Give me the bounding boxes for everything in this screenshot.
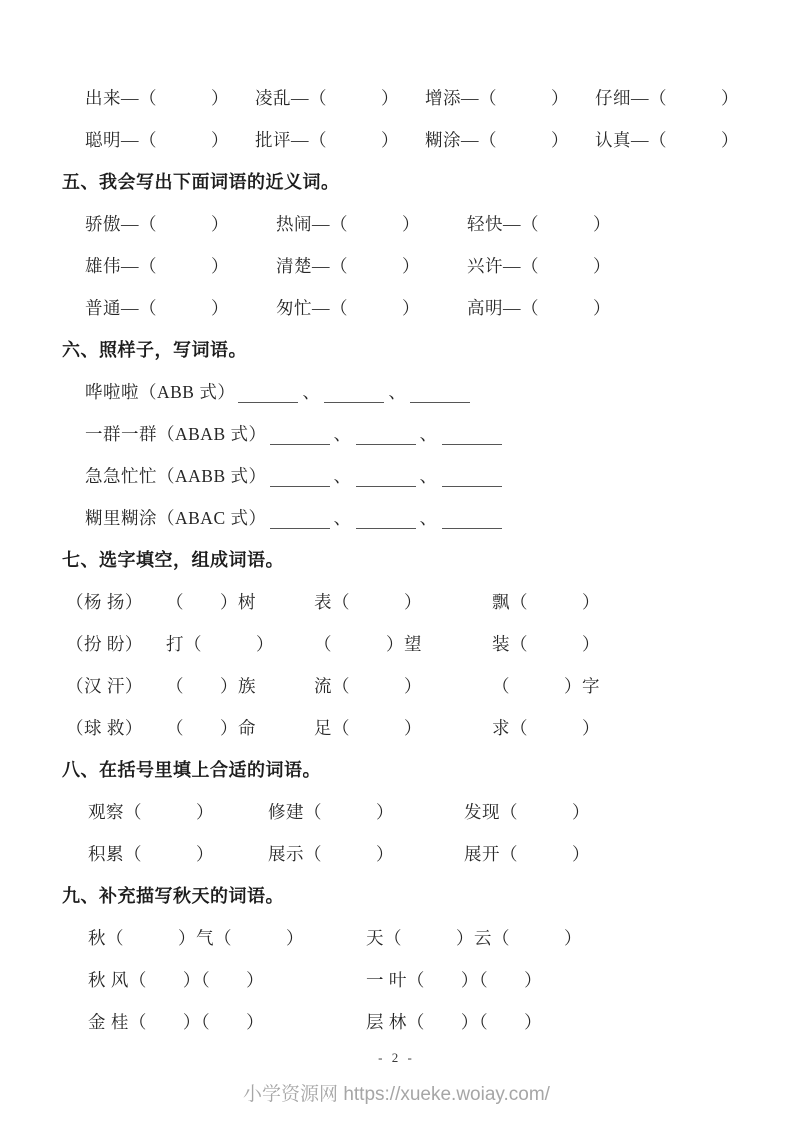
fill-blank-item: 认真—（ ） <box>595 129 739 150</box>
enum-comma: 、 <box>419 423 438 444</box>
answer-blank <box>356 428 416 445</box>
fill-blank-item: 秋（ ）气（ ） <box>88 927 304 948</box>
section-title-autumn-words: 九、补充描写秋天的词语。 <box>62 886 284 906</box>
fill-blank-item: 天（ ）云（ ） <box>366 927 582 948</box>
fill-blank-item: 流（ ） <box>314 675 422 696</box>
fill-blank-item: 层 林（ ）（ ） <box>366 1011 543 1032</box>
fill-blank-item: （ ）族 <box>166 675 256 696</box>
fill-blank-item: 兴许—（ ） <box>467 255 611 276</box>
enum-comma: 、 <box>333 423 352 444</box>
pattern-label: 哗啦啦（ABB 式） <box>85 381 236 402</box>
autumn-word-row <box>0 1000 793 1042</box>
fill-blank-item: 表（ ） <box>314 591 422 612</box>
fill-blank-item: 积累（ ） <box>88 843 214 864</box>
enum-comma: 、 <box>333 507 352 528</box>
fill-blank-item: 聪明—（ ） <box>85 129 229 150</box>
answer-blank <box>442 428 502 445</box>
answer-blank <box>270 512 330 529</box>
fill-blank-item: 批评—（ ） <box>255 129 399 150</box>
pattern-label: 急急忙忙（AABB 式） <box>85 465 267 486</box>
enum-comma: 、 <box>302 381 321 402</box>
synonym-row <box>0 244 793 286</box>
enum-comma: 、 <box>333 465 352 486</box>
enum-comma: 、 <box>388 381 407 402</box>
enum-comma: 、 <box>419 507 438 528</box>
autumn-word-row <box>0 916 793 958</box>
answer-blank <box>270 470 330 487</box>
answer-blank <box>324 386 384 403</box>
suitable-word-row <box>0 790 793 832</box>
pattern-line <box>0 370 793 412</box>
fill-blank-item: 展示（ ） <box>268 843 394 864</box>
fill-blank-item: 轻快—（ ） <box>467 213 611 234</box>
fill-blank-item: 增添—（ ） <box>425 87 569 108</box>
section-title-synonyms: 五、我会写出下面词语的近义词。 <box>62 172 340 192</box>
section-title-word-patterns: 六、照样子，写词语。 <box>62 340 247 360</box>
fill-blank-item: 仔细—（ ） <box>595 87 739 108</box>
character-choices: （扮 盼） <box>66 633 143 654</box>
fill-blank-item: 高明—（ ） <box>467 297 611 318</box>
fill-blank-item: 求（ ） <box>492 717 600 738</box>
fill-blank-item: 打（ ） <box>166 633 274 654</box>
fill-blank-item: 普通—（ ） <box>85 297 229 318</box>
fill-blank-item: 出来—（ ） <box>85 87 229 108</box>
choose-character-row <box>0 706 793 748</box>
pattern-line <box>0 454 793 496</box>
fill-blank-item: 足（ ） <box>314 717 422 738</box>
section-title-choose-character: 七、选字填空，组成词语。 <box>62 550 284 570</box>
synonym-row <box>0 202 793 244</box>
fill-blank-item: 发现（ ） <box>464 801 590 822</box>
choose-character-row <box>0 664 793 706</box>
answer-blank <box>238 386 298 403</box>
fill-blank-item: 一 叶（ ）（ ） <box>366 969 543 990</box>
antonym-row <box>0 118 793 160</box>
fill-blank-item: 飘（ ） <box>492 591 600 612</box>
choose-character-row <box>0 580 793 622</box>
fill-blank-item: 匆忙—（ ） <box>276 297 420 318</box>
answer-blank <box>442 512 502 529</box>
choose-character-row <box>0 622 793 664</box>
answer-blank <box>356 470 416 487</box>
fill-blank-item: （ ）望 <box>314 633 422 654</box>
fill-blank-item: 装（ ） <box>492 633 600 654</box>
antonym-row <box>0 76 793 118</box>
fill-blank-item: 修建（ ） <box>268 801 394 822</box>
fill-blank-item: 秋 风（ ）（ ） <box>88 969 265 990</box>
autumn-word-row <box>0 958 793 1000</box>
pattern-label: 糊里糊涂（ABAC 式） <box>85 507 267 528</box>
fill-blank-item: （ ）字 <box>492 675 600 696</box>
answer-blank <box>442 470 502 487</box>
fill-blank-item: 热闹—（ ） <box>276 213 420 234</box>
character-choices: （汉 汗） <box>66 675 143 696</box>
synonym-row <box>0 286 793 328</box>
character-choices: （球 救） <box>66 717 143 738</box>
fill-blank-item: 糊涂—（ ） <box>425 129 569 150</box>
suitable-word-row <box>0 832 793 874</box>
fill-blank-item: （ ）树 <box>166 591 256 612</box>
pattern-line <box>0 496 793 538</box>
fill-blank-item: 凌乱—（ ） <box>255 87 399 108</box>
fill-blank-item: 雄伟—（ ） <box>85 255 229 276</box>
fill-blank-item: （ ）命 <box>166 717 256 738</box>
fill-blank-item: 观察（ ） <box>88 801 214 822</box>
pattern-line <box>0 412 793 454</box>
fill-blank-item: 清楚—（ ） <box>276 255 420 276</box>
pattern-label: 一群一群（ABAB 式） <box>85 423 267 444</box>
answer-blank <box>356 512 416 529</box>
answer-blank <box>410 386 470 403</box>
fill-blank-item: 骄傲—（ ） <box>85 213 229 234</box>
footer-site-link: 小学资源网 https://xueke.woiay.com/ <box>243 1084 550 1105</box>
answer-blank <box>270 428 330 445</box>
character-choices: （杨 扬） <box>66 591 143 612</box>
section-title-suitable-words: 八、在括号里填上合适的词语。 <box>62 760 321 780</box>
enum-comma: 、 <box>419 465 438 486</box>
fill-blank-item: 展开（ ） <box>464 843 590 864</box>
page-number: - 2 - <box>378 1050 415 1065</box>
fill-blank-item: 金 桂（ ）（ ） <box>88 1011 265 1032</box>
